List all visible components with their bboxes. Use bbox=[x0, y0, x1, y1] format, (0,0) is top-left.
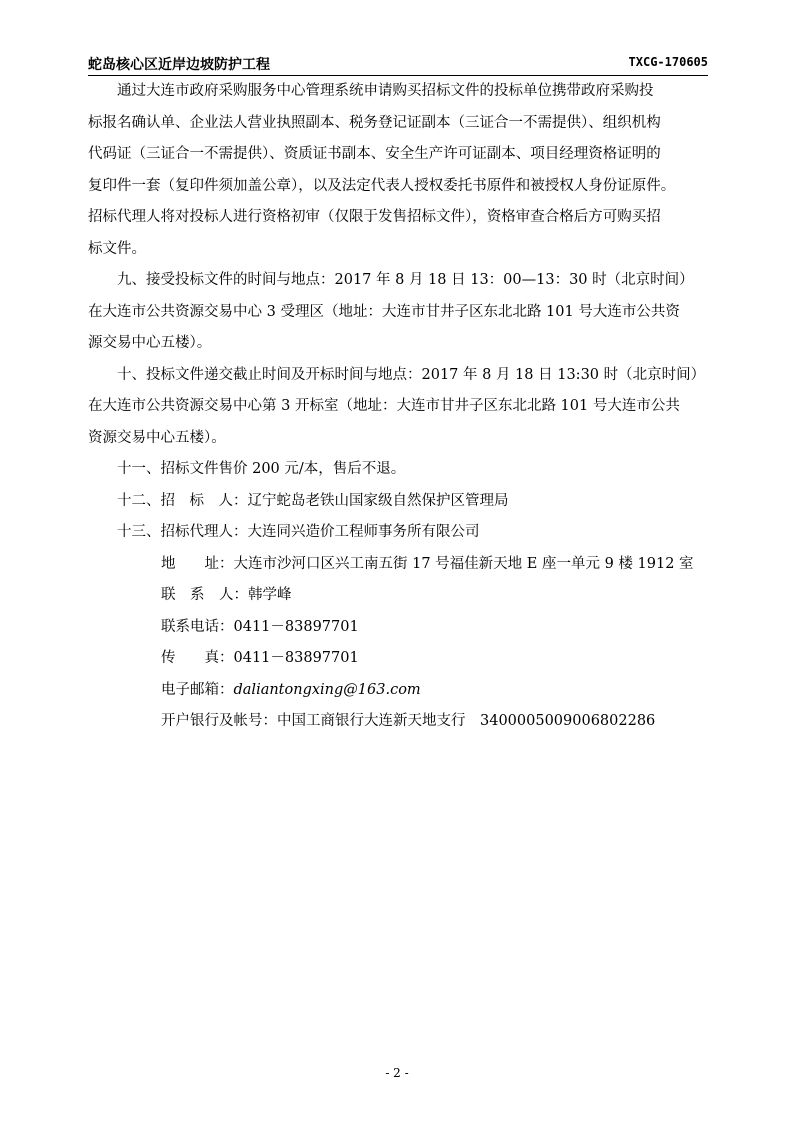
paragraph-1-line-3: 代码证（三证合一不需提供）、资质证书副本、安全生产许可证副本、项目经理资格证明的 bbox=[88, 146, 661, 162]
header-title: 蛇岛核心区近岸边坡防护工程 bbox=[88, 57, 270, 73]
contact-email-row bbox=[88, 675, 724, 707]
contact-bank: 开户银行及帐号：中国工商银行大连新天地支行 3400005009006802286 bbox=[161, 713, 656, 729]
paragraph-1-line-1: 通过大连市政府采购服务中心管理系统申请购买招标文件的投标单位携带政府采购投 bbox=[117, 83, 654, 99]
section-10-line-2: 在大连市公共资源交易中心第 3 开标室（地址：大连市甘井子区东北北路 101 号大连市公共 bbox=[88, 398, 680, 414]
paragraph-1-line-5: 招标代理人将对投标人进行资格初审（仅限于发售招标文件），资格审查合格后方可购买招 bbox=[88, 209, 661, 225]
section-10-line-1: 十、投标文件递交截止时间及开标时间与地点：2017 年 8 月 18 日 13:30 时（北京时间） bbox=[117, 366, 706, 383]
section-11: 十一、招标文件售价 200 元/本，售后不退。 bbox=[117, 461, 406, 477]
header-code: TXCG-170605 bbox=[628, 55, 708, 69]
contact-email-label: 电子邮箱： bbox=[161, 681, 234, 698]
section-13-agent: 十三、招标代理人：大连同兴造价工程师事务所有限公司 bbox=[117, 524, 480, 540]
section-9-line-1: 九、接受投标文件的时间与地点：2017 年 8 月 18 日 13：00—13：30 时（北京时间） bbox=[117, 272, 694, 288]
page-number: - 2 - bbox=[385, 1066, 409, 1080]
section-12-tenderer: 十二、招 标 人：辽宁蛇岛老铁山国家级自然保护区管理局 bbox=[117, 492, 509, 509]
paragraph-1-line-6: 标文件。 bbox=[88, 240, 146, 257]
section-9-line-3: 源交易中心五楼）。 bbox=[88, 335, 212, 351]
contact-phone: 联系电话：0411－83897701 bbox=[161, 618, 359, 635]
page-header bbox=[88, 54, 708, 76]
paragraph-1-line-4: 复印件一套（复印件须加盖公章），以及法定代表人授权委托书原件和被授权人身份证原件。 bbox=[88, 177, 676, 194]
contact-email: daliantongxing@163.com bbox=[233, 681, 421, 698]
contact-fax: 传 真：0411－83897701 bbox=[161, 650, 359, 666]
document-body bbox=[88, 76, 724, 738]
paragraph-1-line-2: 标报名确认单、企业法人营业执照副本、税务登记证副本（三证合一不需提供）、组织机构 bbox=[88, 114, 661, 131]
section-10-line-3: 资源交易中心五楼）。 bbox=[88, 429, 226, 446]
section-9-line-2: 在大连市公共资源交易中心 3 受理区（地址：大连市甘井子区东北北路 101 号大连市公共资 bbox=[88, 303, 680, 320]
contact-address: 地 址：大连市沙河口区兴工南五街 17 号福佳新天地 E 座一单元 9 楼 1912 室 bbox=[161, 555, 694, 572]
contact-person: 联 系 人：韩学峰 bbox=[161, 587, 292, 603]
